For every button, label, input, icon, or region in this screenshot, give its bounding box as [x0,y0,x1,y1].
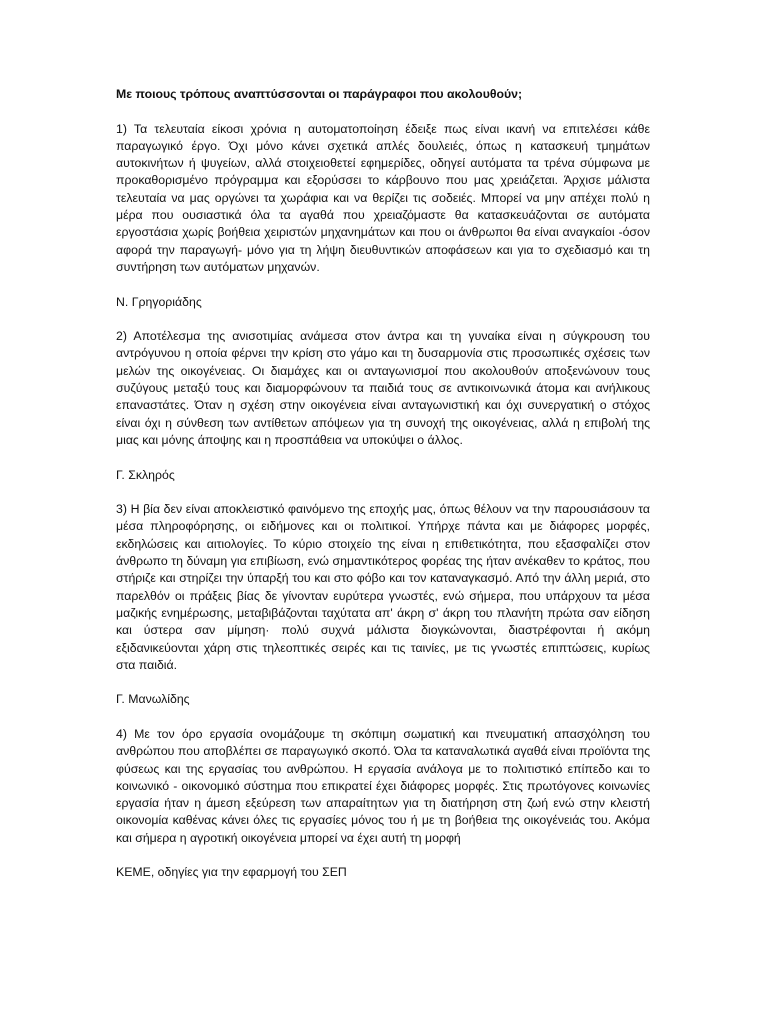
paragraph-3-author: Γ. Μανωλίδης [116,692,190,707]
paragraph-4: 4) Με τον όρο εργασία ονομάζουμε τη σκόπιμη σωματική και πνευματική απασχόληση του ανθρώπου που αποβλέπει σε παραγωγικό σκοπό. Όλα τα καταναλωτικά αγαθά είναι προϊόντα της φύσεως και της εργασίας του ανθρώπου. Η εργασία ανάλογα με το πολιτιστικό επίπεδο και το κοινωνικό - οικονομικό σύστημα που επικρατεί έχει διάφορες μορφές. Στις πρωτόγονες κοινωνίες εργασία ήταν η άμεση εξεύρεση των απαραίτητων για τη διατήρηση στη ζωή ενώ στην κλειστή οικονομία καθένας κάνει όλες τις εργασίες μόνος του ή με τη βοήθεια της οικογένειάς του. Ακόμα και σήμερα η αγροτική οικογένεια μπορεί να έχει αυτή τη μορφή [116,726,650,845]
paragraph-2: 2) Αποτέλεσμα της ανισοτιμίας ανάμεσα στον άντρα και τη γυναίκα είναι η σύγκρουση του αντρόγυνου η οποία φέρνει την κρίση στο γάμο και τη δυσαρμονία στις προσωπικές σχέσεις των μελών της οικογένειας. Οι διαμάχες και οι ανταγωνισμοί που ακολουθούν αποξενώνουν τους συζύγους μεταξύ τους και διαμορφώνουν τα παιδιά τους σε αντικοινωνικά άτομα και ανήλικους επαναστάτες. Όταν η σχέση στην οικογένεια είναι ανταγωνιστική και όχι συνεργατική ο στόχος είναι όχι η σύνθεση των αντίθετων απόψεων για τη συνοχή της οικογένειας, αλλά η επιβολή της μιας και μόνης άποψης και η προσπάθεια να υποκύψει ο άλλος. [116,329,650,447]
paragraph-2-author: Γ. Σκληρός [116,467,175,482]
document-page [116,86,650,882]
paragraph-1-author: Ν. Γρηγοριάδης [116,294,202,309]
paragraph-4-source: ΚΕΜΕ, οδηγίες για την εφαρμογή του ΣΕΠ [116,865,347,880]
paragraph-3: 3) Η βία δεν είναι αποκλειστικό φαινόμενο της εποχής μας, όπως θέλουν να την παρουσιάσουν τα μέσα πληροφόρησης, οι ειδήμονες και οι πολιτικοί. Υπήρχε πάντα και με διάφορες μορφές, εκδηλώσεις και αιτιολογίες. Το κύριο στοιχείο της είναι η επιθετικότητα, που εξασφαλίζει στον άνθρωπο τη δύναμη για επιβίωση, ενώ σημαντικότερος φορέας της ήταν ανέκαθεν το κράτος, που στήριζε και στηρίζει την ύπαρξή του και στο φόβο και τον καταναγκασμό. Από την άλλη μεριά, στο παρελθόν οι πράξεις βίας δε γίνονταν ευρύτερα γνωστές, ενώ σήμερα, που υπάρχουν τα μέσα μαζικής ενημέρωσης, μεταβιβάζονται ταχύτατα απ' άκρη σ' άκρη του πλανήτη πρώτα σαν είδηση και ύστερα σαν μίμηση· πολύ συχνά μάλιστα διογκώνονται, διαστρέφονται ή ακόμη εξιδανικεύονται χάρη στις τηλεοπτικές σειρές και τις ταινίες, με τις γνωστές επιπτώσεις, κυρίως στα παιδιά. [116,502,650,672]
paragraph-1: 1) Τα τελευταία είκοσι χρόνια η αυτοματοποίηση έδειξε πως είναι ικανή να επιτελέσει κάθε παραγωγικό έργο. Όχι μόνο κάνει σχετικά απλές δουλειές, όπως η κατασκευή τμημάτων αυτοκινήτων ή ψυγείων, αλλά στοιχειοθετεί εφημερίδες, οδηγεί αυτόματα τα τρένα σύμφωνα με προκαθορισμένο πρόγραμμα και εξορύσσει το κάρβουνο που μας χρειάζεται. Άρχισε μάλιστα τελευταία να μας οργώνει τα χωράφια και να θερίζει τις σοδειές. Μπορεί να μην απέχει πολύ η μέρα που ουσιαστικά όλα τα αγαθά που χρειαζόμαστε θα κατασκευάζονται σε αυτόματα εργοστάσια χωρίς βοήθεια χειριστών μηχανημάτων και που οι άνθρωποι θα είναι αναγκαίοι -όσον αφορά την παραγωγή- μόνο για τη λήψη διευθυντικών αποφάσεων και για το σχεδιασμό και τη συντήρηση των αυτόματων μηχανών. [116,121,650,274]
document-title: Με ποιους τρόπους αναπτύσσονται οι παράγραφοι που ακολουθούν; [116,87,523,101]
